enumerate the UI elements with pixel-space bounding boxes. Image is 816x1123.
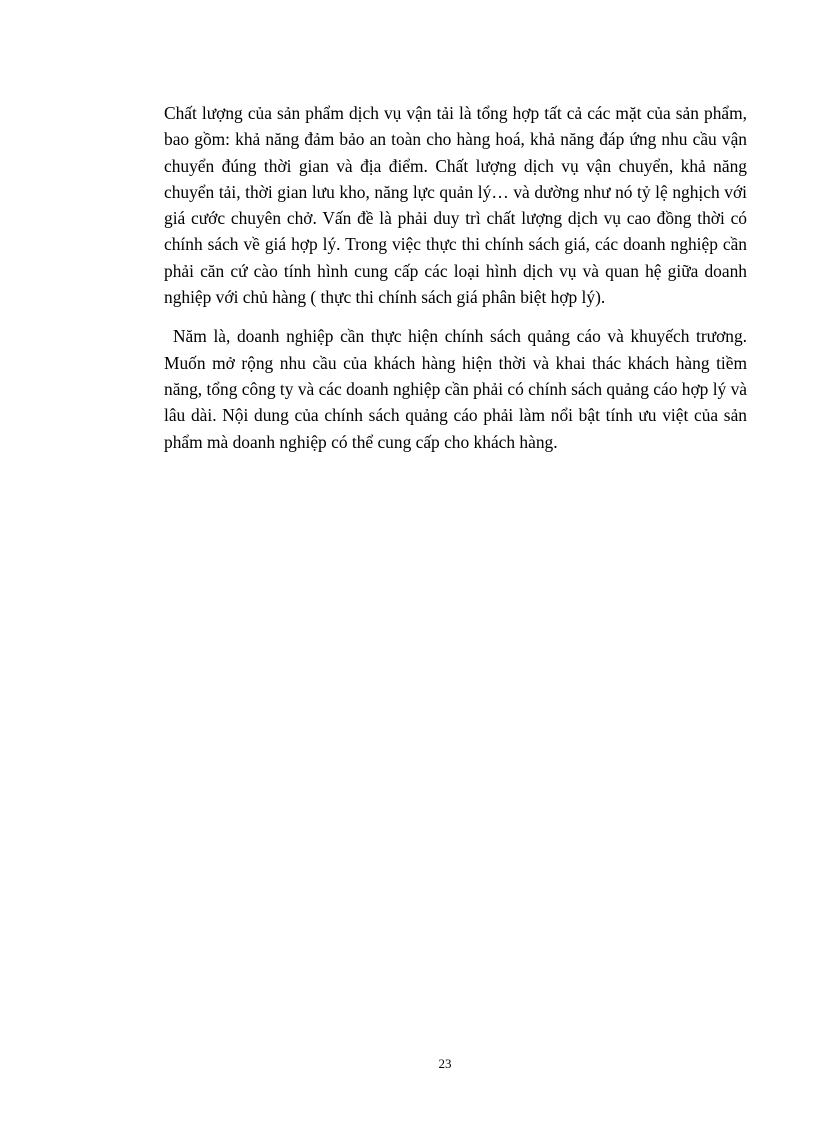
paragraph-quality-pricing: Chất lượng của sản phẩm dịch vụ vận tải là tổng hợp tất cả các mặt của sản phẩm, bao gồm: khả năng đảm bảo an toàn cho hàng hoá, khả năng đáp ứng nhu cầu vận chuyển đúng thời gian và địa điểm. Chất lượng dịch vụ vận chuyển, khả năng chuyển tải, thời gian lưu kho, năng lực quản lý… và dường như nó tỷ lệ nghịch với giá cước chuyên chở. Vấn đề là phải duy trì chất lượng dịch vụ cao đồng thời có chính sách về giá hợp lý. Trong việc thực thi chính sách giá, các doanh nghiệp cần phải căn cứ cào tính hình cung cấp các loại hình dịch vụ và quan hệ giữa doanh nghiệp với chủ hàng ( thực thi chính sách giá phân biệt hợp lý).	[164, 103, 747, 308]
page-number: 23	[438, 1056, 452, 1071]
paragraph-advertising-policy: Năm là, doanh nghiệp cần thực hiện chính sách quảng cáo và khuyếch trương. Muốn mở rộng nhu cầu của khách hàng hiện thời và khai thác khách hàng tiềm năng, tổng công ty và các doanh nghiệp cần phải có chính sách quảng cáo hợp lý và lâu dài. Nội dung của chính sách quảng cáo phải làm nổi bật tính ưu việt của sản phẩm mà doanh nghiệp có thể cung cấp cho khách hàng.	[164, 326, 747, 452]
body-text	[164, 100, 747, 455]
